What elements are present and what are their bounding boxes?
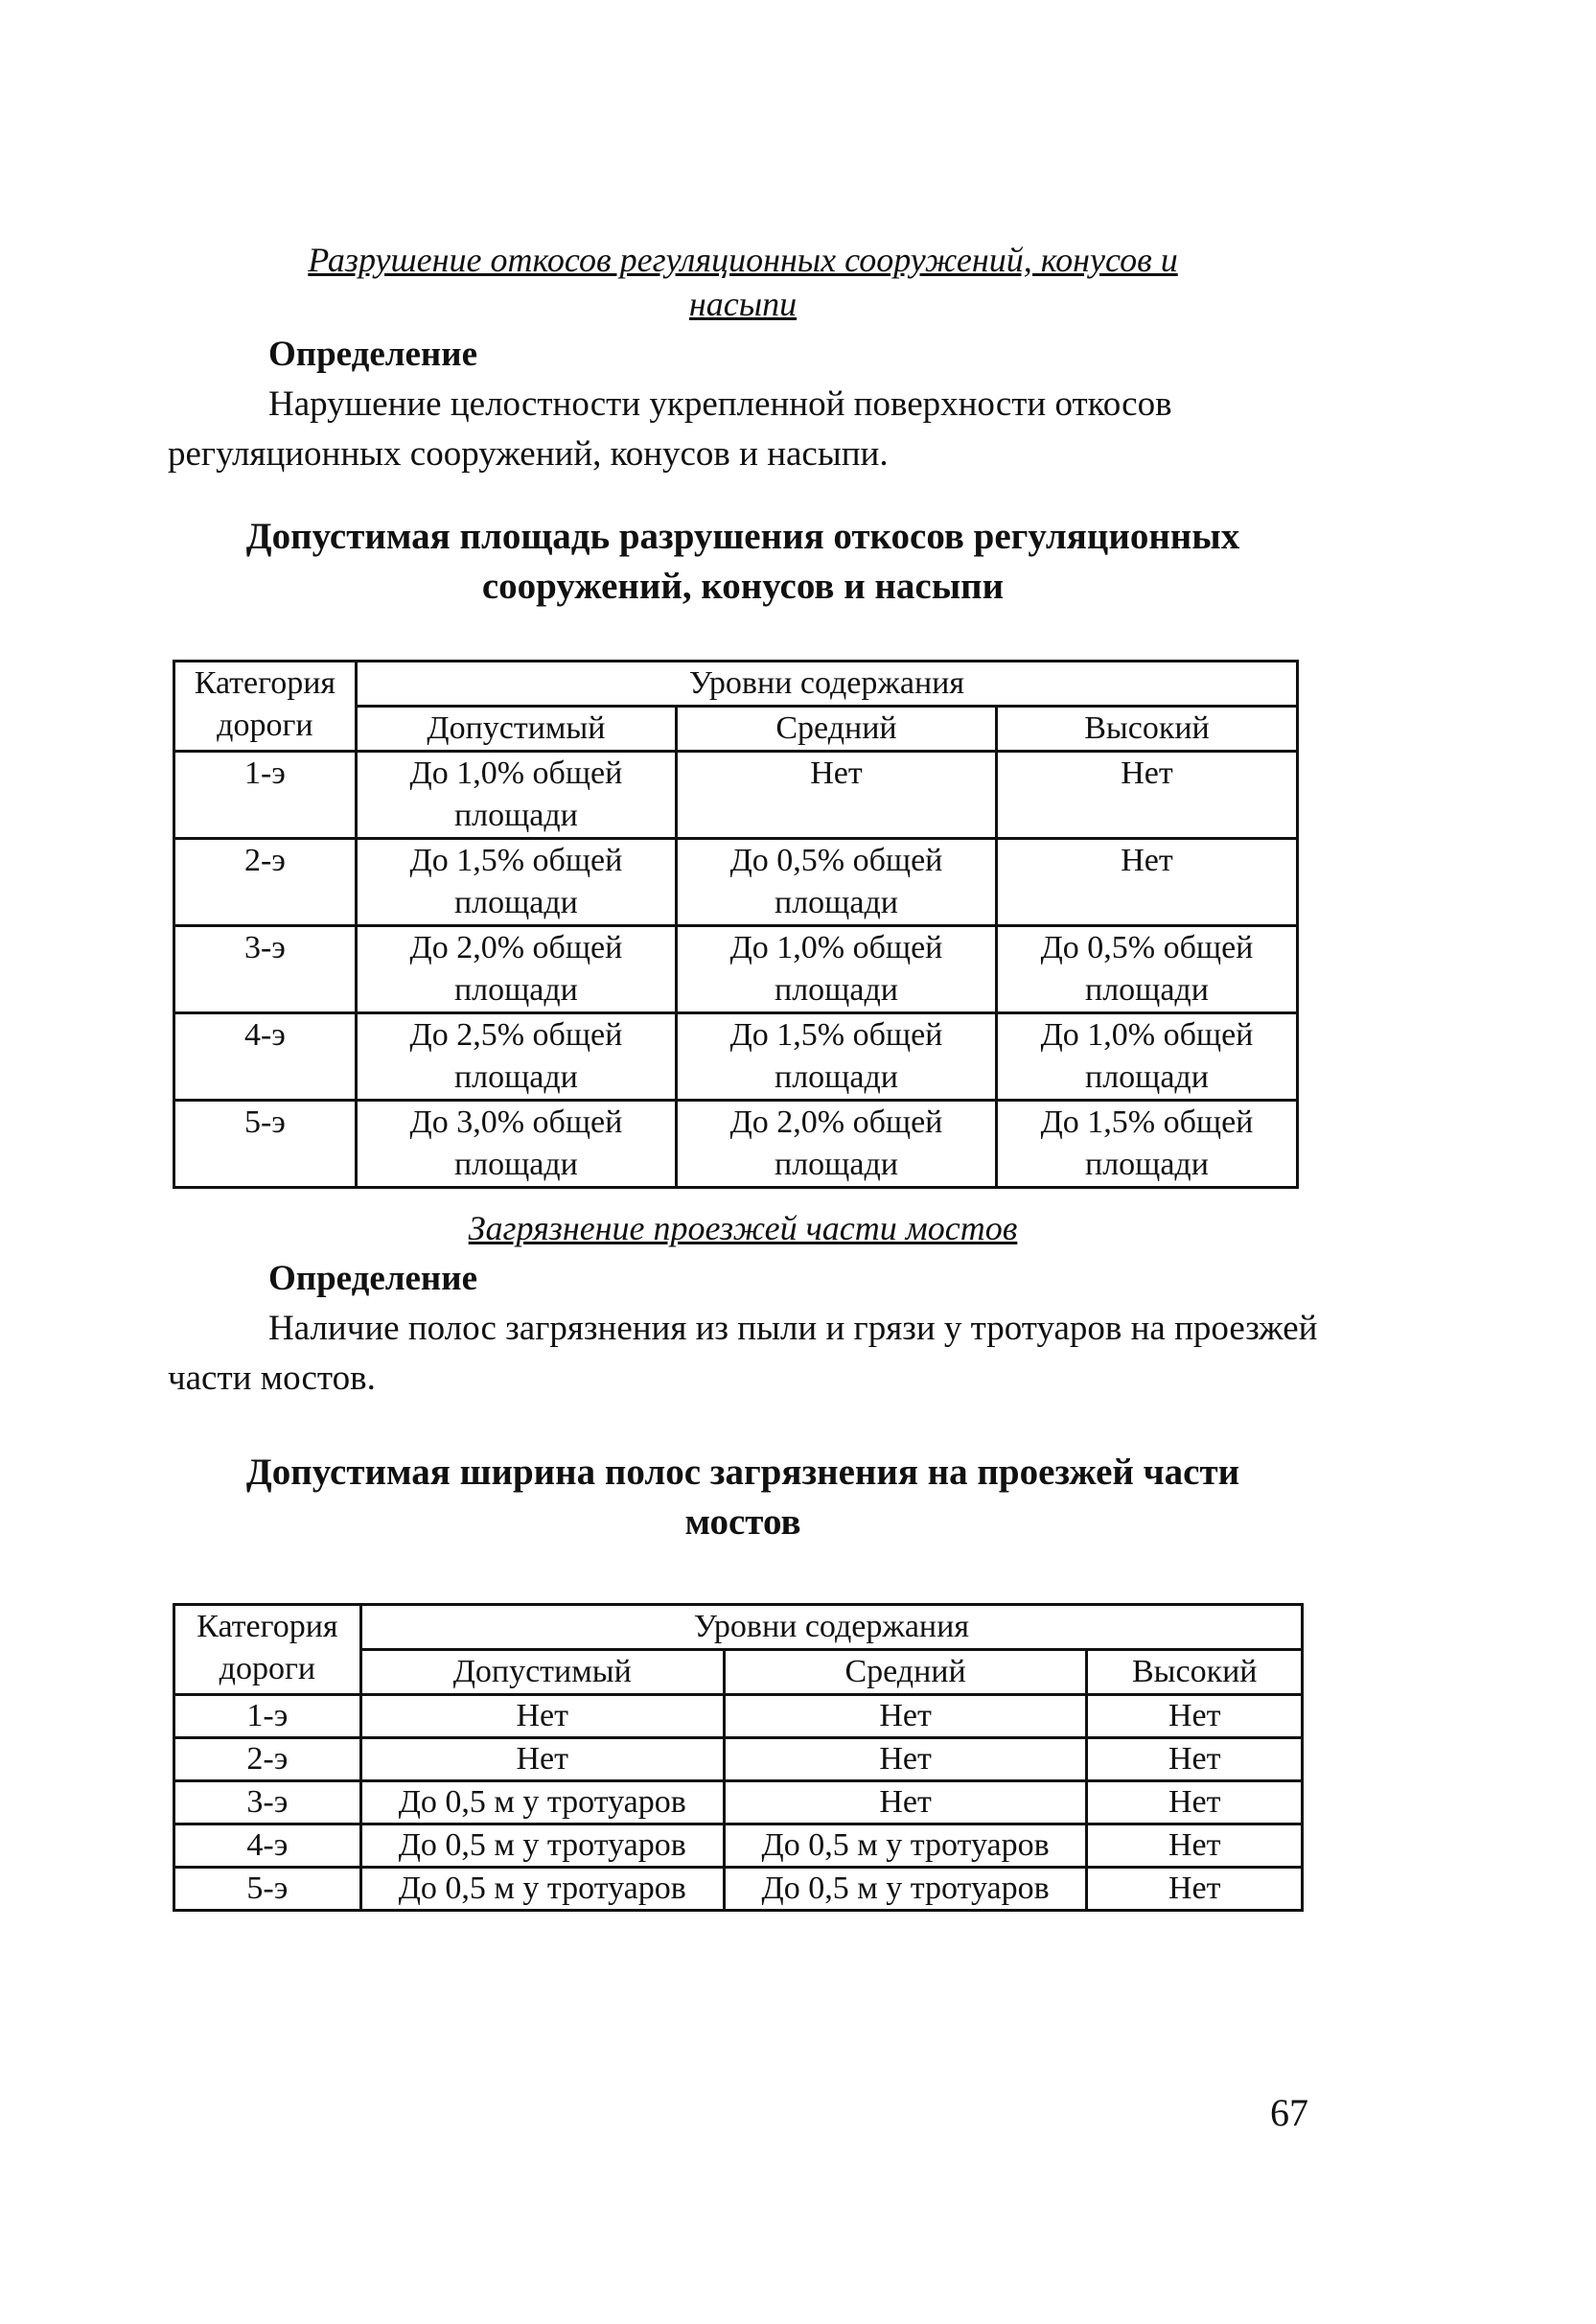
row-category: 2-э [174,1738,361,1781]
slope-damage-table [173,660,1299,1189]
row-value: Нет [1087,1738,1303,1781]
row-value: Нет [360,1738,724,1781]
page-content [168,238,1318,1912]
section-title-bridge-pollution: Загрязнение проезжей части мостов [468,1209,1018,1247]
row-value: До 1,0% общей площади [677,926,997,1013]
row-category: 1-э [174,1695,361,1738]
table-row [174,1738,1303,1781]
header-levels: Уровни содержания [360,1605,1302,1650]
header-level-high: Высокий [1087,1650,1303,1695]
section-title-slope-damage [168,238,1318,326]
row-value: Нет [1087,1824,1303,1868]
row-value: Нет [1087,1695,1303,1738]
header-level-medium: Средний [677,707,997,752]
row-value: До 0,5 м у тротуаров [360,1824,724,1868]
row-value: До 2,0% общей площади [356,926,676,1013]
row-value: Нет [724,1695,1087,1738]
table-title-line1: Допустимая площадь разрушения откосов регуляционных [245,516,1240,557]
row-category: 3-э [174,926,357,1013]
table-row [174,1824,1303,1868]
table-row [174,1781,1303,1824]
row-value: Нет [724,1738,1087,1781]
header-level-high: Высокий [996,707,1297,752]
row-value: Нет [724,1781,1087,1824]
definition-text: Наличие полос загрязнения из пыли и грязи у тротуаров на проезжей части мостов. [168,1309,1318,1398]
row-category: 5-э [174,1101,357,1188]
row-value: Нет [1087,1781,1303,1824]
table-row [174,1101,1298,1188]
row-value: До 3,0% общей площади [356,1101,676,1188]
table-title-line2: мостов [684,1501,801,1543]
row-value: До 1,0% общей площади [356,752,676,839]
table-title-pollution [168,1448,1318,1547]
row-value: До 0,5 м у тротуаров [724,1824,1087,1868]
row-value: До 1,0% общей площади [996,1013,1297,1101]
section-title-line1: Разрушение откосов регуляционных сооружений, конусов и [308,241,1178,279]
header-level-medium: Средний [724,1650,1087,1695]
row-value: До 1,5% общей площади [356,839,676,926]
row-category: 2-э [174,839,357,926]
table-row [174,1695,1303,1738]
row-value: Нет [360,1695,724,1738]
row-value: До 1,5% общей площади [677,1013,997,1101]
row-value: До 0,5 м у тротуаров [360,1781,724,1824]
table-title-line1: Допустимая ширина полос загрязнения на проезжей части [245,1452,1240,1493]
table-row [174,752,1298,839]
header-category: Категория дороги [174,1605,361,1695]
header-level-permissible: Допустимый [360,1650,724,1695]
row-value: До 0,5% общей площади [996,926,1297,1013]
table-title-slope-damage [168,512,1318,612]
table-row [174,1013,1298,1101]
row-value: Нет [996,839,1297,926]
pollution-width-table [173,1603,1304,1912]
header-levels: Уровни содержания [356,662,1297,707]
definition-heading: Определение [268,335,477,374]
table-row [174,1868,1303,1911]
row-value: До 0,5 м у тротуаров [360,1868,724,1911]
row-value: До 2,0% общей площади [677,1101,997,1188]
table-row [174,926,1298,1013]
row-value: Нет [677,752,997,839]
section-title-line2: насыпи [688,285,798,323]
header-level-permissible: Допустимый [356,707,676,752]
definition-heading: Определение [268,1259,477,1298]
row-value: Нет [1087,1868,1303,1911]
row-value: До 0,5% общей площади [677,839,997,926]
row-category: 5-э [174,1868,361,1911]
page-number: 67 [1270,2091,1308,2134]
row-category: 3-э [174,1781,361,1824]
header-category: Категория дороги [174,662,357,752]
row-category: 1-э [174,752,357,839]
table-title-line2: сооружений, конусов и насыпи [481,566,1005,607]
row-category: 4-э [174,1824,361,1868]
row-value: Нет [996,752,1297,839]
row-value: До 2,5% общей площади [356,1013,676,1101]
definition-text: Нарушение целостности укрепленной поверхности откосов регуляционных сооружений, конусов и насыпи. [168,384,1172,474]
table-row [174,839,1298,926]
row-value: До 0,5 м у тротуаров [724,1868,1087,1911]
row-value: До 1,5% общей площади [996,1101,1297,1188]
row-category: 4-э [174,1013,357,1101]
